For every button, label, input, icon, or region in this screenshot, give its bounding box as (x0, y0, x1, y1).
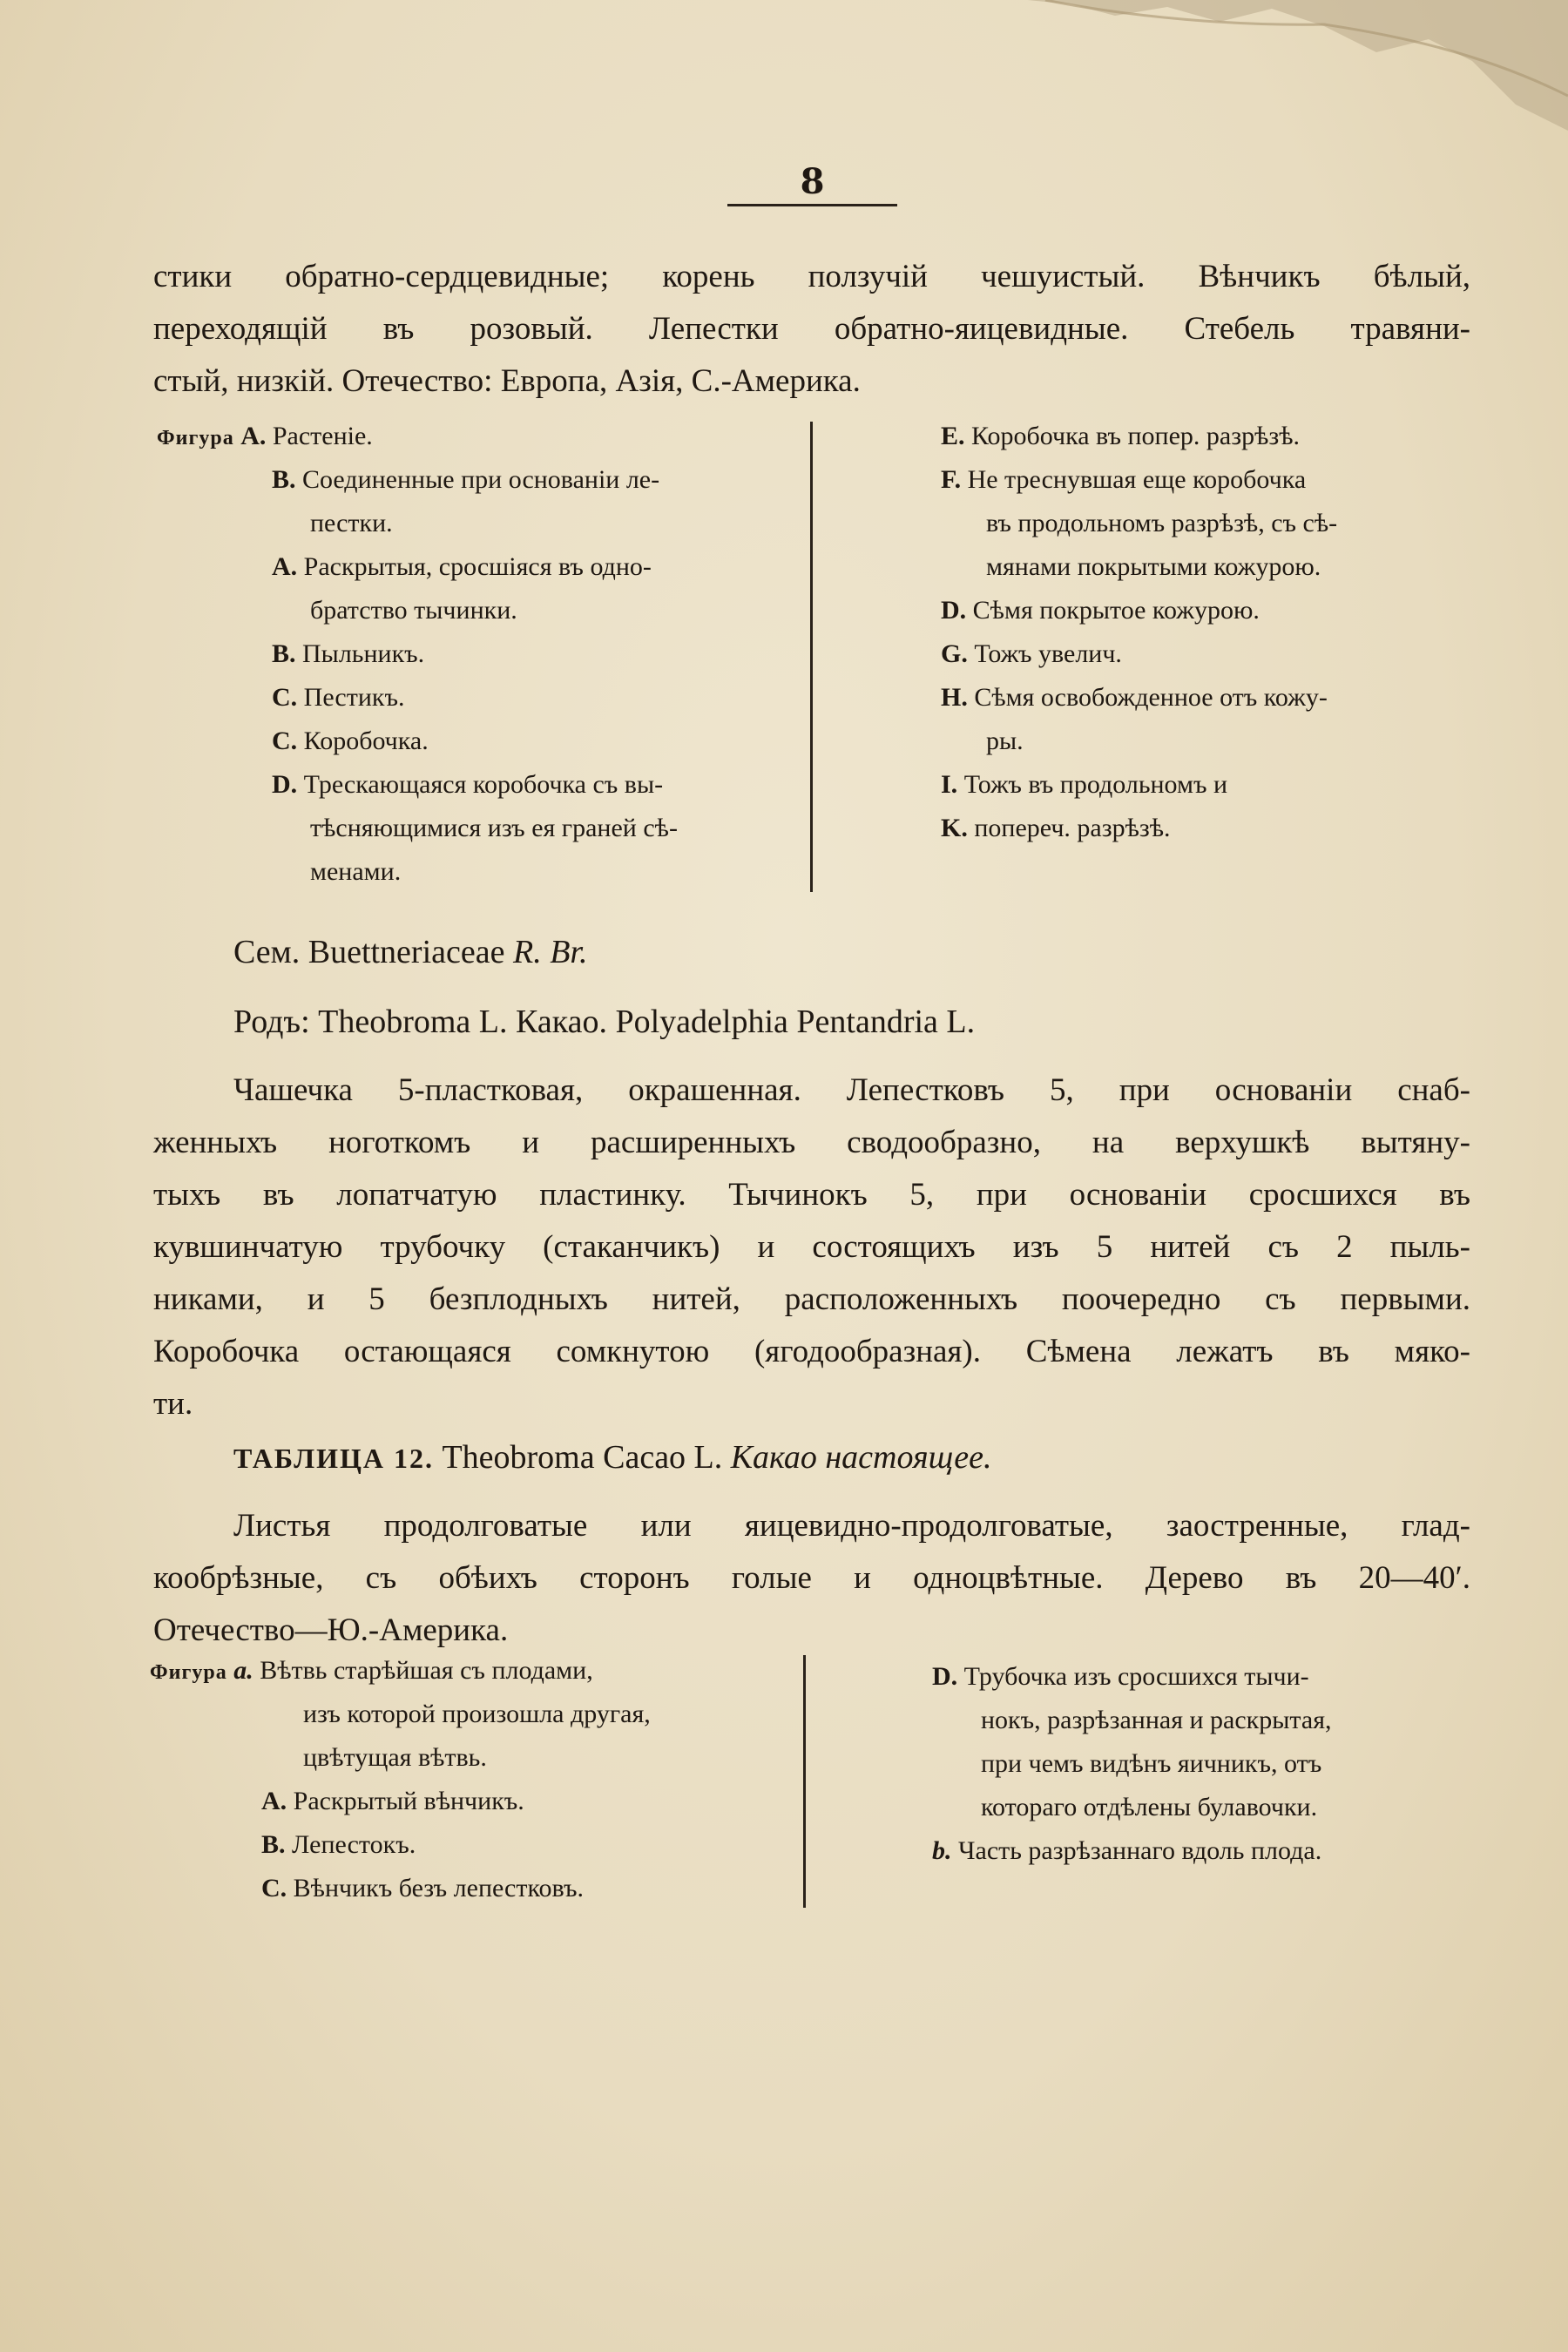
legend-label: F. (941, 465, 962, 494)
legend-text: братство тычинки. (310, 596, 517, 625)
family-prefix: Сем. (233, 934, 301, 970)
legend-text: Тожъ въ продольномъ и (963, 770, 1228, 799)
legend-label: D. (272, 770, 298, 799)
legend-label: D. (932, 1662, 958, 1691)
legend-item (272, 676, 803, 720)
legend-item (941, 458, 1498, 502)
figure-legend-1-right (941, 415, 1498, 850)
legend-label: С. (272, 727, 298, 755)
intro-line: стый, низкій. Отечество: Европа, Азія, С.-Америка. (153, 363, 861, 399)
legend-label: C. (272, 683, 298, 712)
table-label: ТАБЛИЦА 12. (233, 1443, 434, 1474)
legend-text: Пыльникъ. (302, 639, 425, 668)
legend-label: I. (941, 770, 958, 799)
header-rule (727, 204, 897, 206)
legend-item (941, 676, 1498, 720)
legend-text: котораго отдѣлены булавочки. (981, 1793, 1318, 1821)
legend-text: Раскрытый вѣнчикъ. (293, 1787, 524, 1815)
legend-item (272, 458, 803, 502)
genus-line: женныхъ ноготкомъ и расширенныхъ сводообразно, на верхушкѣ вытяну- (153, 1125, 1470, 1160)
legend-text: тѣсняющимися изъ ея граней сѣ- (310, 814, 678, 842)
legend-text: мянами покрытыми кожурою. (986, 552, 1321, 581)
genus-name: Theobroma L. (318, 1004, 508, 1040)
species-common: Какао настоящее. (730, 1439, 992, 1476)
legend-label: A. (272, 552, 298, 581)
legend-text: Раскрытыя, сросшіяся въ одно- (303, 552, 652, 581)
legend-label: C. (261, 1874, 287, 1903)
legend-label: A. (261, 1787, 287, 1815)
legend-label: D. (941, 596, 967, 625)
legend-item (272, 763, 803, 807)
intro-line: стики обратно-сердцевидные; корень ползучій чешуистый. Вѣнчикъ бѣлый, (153, 259, 1470, 294)
genus-description (153, 1064, 1470, 1430)
legend-text: нокъ, разрѣзанная и раскрытая, (981, 1706, 1332, 1734)
legend-item (150, 1649, 812, 1694)
genus-classification: Polyadelphia Pentandria L. (615, 1004, 976, 1040)
legend-text: въ продольномъ разрѣзѣ, съ сѣ- (986, 509, 1338, 537)
genus-prefix: Родъ: (233, 1004, 310, 1040)
intro-paragraph (153, 251, 1470, 408)
legend-text: ры. (986, 727, 1024, 755)
legend-item (941, 589, 1498, 632)
legend-label: b. (932, 1836, 952, 1865)
legend-text: при чемъ видѣнъ яичникъ, отъ (981, 1749, 1322, 1778)
legend-label: B. (261, 1830, 286, 1859)
legend-item (261, 1867, 819, 1910)
figure-legend-2-left-items (261, 1693, 819, 1910)
legend-item (932, 1829, 1490, 1873)
figure-legend-2-left (150, 1649, 812, 1694)
legend-text: Сѣмя освобожденное отъ кожу- (974, 683, 1328, 712)
family-name: Buettneriaceae (308, 934, 505, 970)
column-divider (810, 422, 813, 892)
page-number: 8 (800, 161, 825, 202)
legend-item (272, 720, 803, 763)
genus-line: никами, и 5 безплодныхъ нитей, расположенныхъ поочередно съ первыми. (153, 1281, 1470, 1317)
legend-text: Коробочка въ попер. разрѣзѣ. (971, 422, 1300, 450)
genus-common: Какао. (516, 1004, 607, 1040)
legend-text: Сѣмя покрытое кожурою. (972, 596, 1260, 625)
page-header (727, 162, 897, 206)
figure-legend-1-left (157, 415, 801, 460)
legend-item (941, 632, 1498, 676)
legend-label: E. (941, 422, 965, 450)
figure-legend-2-right (932, 1655, 1490, 1873)
legend-text: Лепестокъ. (292, 1830, 416, 1859)
legend-text: Не треснувшая еще коробочка (967, 465, 1307, 494)
legend-label: H. (941, 683, 968, 712)
figure-word: Фигура (157, 427, 234, 449)
legend-label: В. (272, 465, 296, 494)
legend-text: Соединенные при основаніи ле- (302, 465, 660, 494)
legend-item (272, 545, 803, 589)
table-heading (233, 1436, 992, 1480)
legend-text: Вѣнчикъ безъ лепестковъ. (293, 1874, 584, 1903)
legend-label: B. (272, 639, 296, 668)
legend-item (941, 807, 1498, 850)
legend-text: Коробочка. (303, 727, 429, 755)
species-name: Theobroma Cacao L. (442, 1439, 723, 1476)
legend-text: попереч. разрѣзѣ. (974, 814, 1171, 842)
legend-item (941, 763, 1498, 807)
legend-label: K. (941, 814, 968, 842)
column-divider (803, 1655, 806, 1908)
genus-line: Коробочка остающаяся сомкнутою (ягодообразная). Сѣмена лежатъ въ мяко- (153, 1334, 1470, 1369)
legend-label: А. (240, 422, 267, 450)
legend-text: менами. (310, 857, 402, 886)
legend-item (261, 1780, 819, 1823)
legend-item (261, 1823, 819, 1867)
legend-item (932, 1655, 1490, 1699)
figure-word: Фигура (150, 1661, 227, 1684)
genus-line: тыхъ въ лопатчатую пластинку. Тычинокъ 5, при основаніи сросшихся въ (153, 1177, 1470, 1213)
species-line: кообрѣзные, съ обѣихъ сторонъ голые и одноцвѣтные. Дерево въ 20—40′. (153, 1560, 1470, 1596)
legend-text: Растеніе. (272, 422, 373, 450)
legend-item (941, 415, 1498, 458)
genus-line: Чашечка 5-пластковая, окрашенная. Лепестковъ 5, при основаніи снаб- (233, 1072, 1470, 1108)
species-description (153, 1500, 1470, 1657)
species-line: Листья продолговатые или яицевидно-продолговатые, заостренные, глад- (233, 1508, 1470, 1544)
species-line: Отечество—Ю.-Америка. (153, 1612, 509, 1648)
legend-text: Трубочка изъ сросшихся тычи- (963, 1662, 1309, 1691)
legend-text: Часть разрѣзаннаго вдоль плода. (958, 1836, 1322, 1865)
genus-heading (233, 1000, 975, 1044)
legend-text: пестки. (310, 509, 393, 537)
legend-item (157, 415, 801, 460)
genus-line: кувшинчатую трубочку (стаканчикъ) и состоящихъ изъ 5 нитей съ 2 пыль- (153, 1229, 1470, 1265)
legend-text: цвѣтущая вѣтвь. (303, 1743, 487, 1772)
legend-item (272, 632, 803, 676)
family-author: R. Br. (512, 934, 588, 970)
legend-text: Трескающаяся коробочка съ вы- (303, 770, 664, 799)
genus-line: ти. (153, 1386, 193, 1422)
legend-label: a. (233, 1656, 253, 1685)
figure-legend-1-left-items (272, 458, 803, 894)
family-heading (233, 930, 587, 974)
legend-label: G. (941, 639, 968, 668)
legend-text: Вѣтвь старѣйшая съ плодами, (260, 1656, 593, 1685)
legend-text: Пестикъ. (303, 683, 405, 712)
legend-text: изъ которой произошла другая, (303, 1700, 651, 1728)
intro-line: переходящій въ розовый. Лепестки обратно-яицевидные. Стебель травяни- (153, 311, 1470, 347)
legend-text: Тожъ увелич. (974, 639, 1122, 668)
